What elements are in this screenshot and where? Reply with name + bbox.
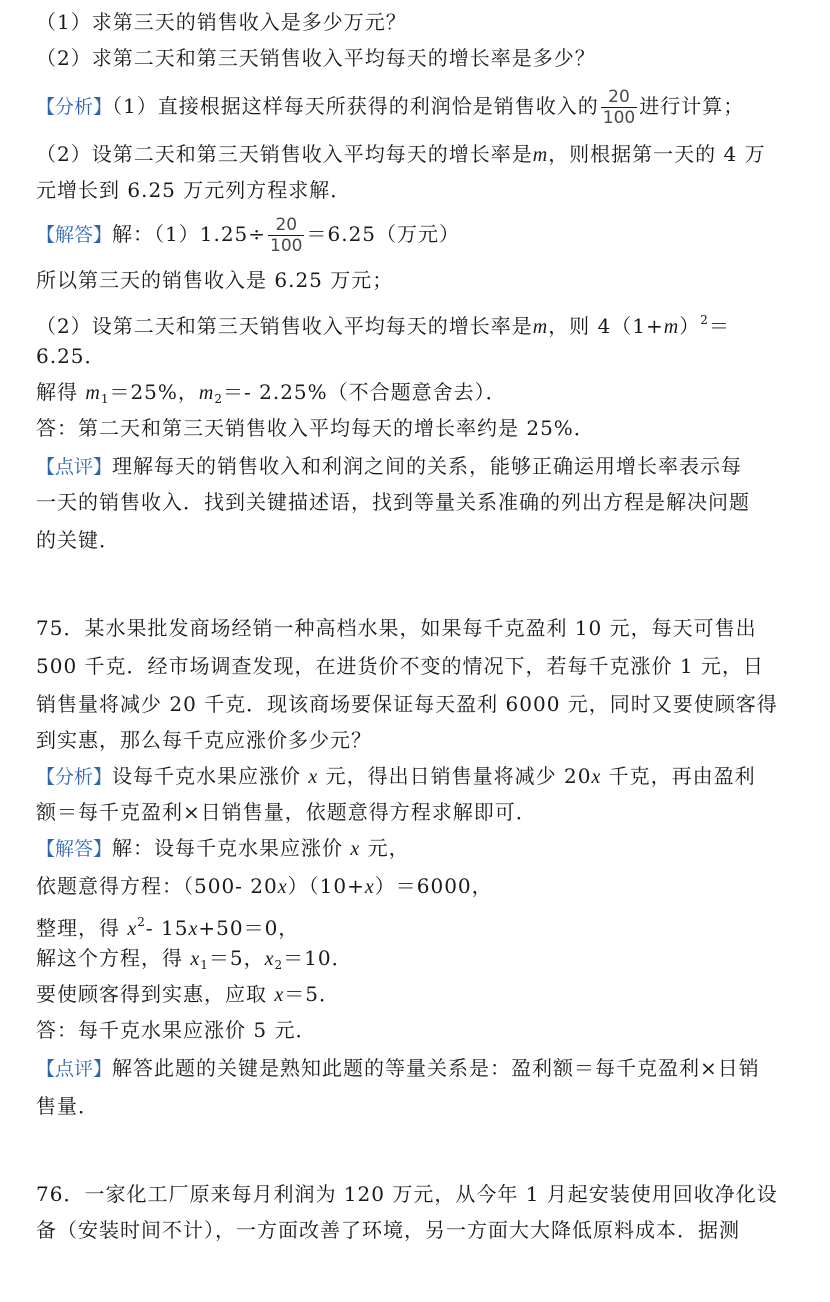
q75-answer-line4 (36, 944, 800, 979)
fraction-denominator: 100 (602, 108, 636, 128)
q75-answer-line1 (36, 834, 800, 863)
variable-x1: x (190, 948, 201, 970)
comment-tag: 【点评】 (36, 1058, 113, 1080)
variable-x2: x (264, 948, 275, 970)
q76-question-line1 (36, 1180, 800, 1208)
variable-m: m (663, 316, 680, 338)
q75-text4: 到实惠，那么每千克应涨价多少元？ (36, 728, 372, 752)
fraction-20-over-100 (601, 87, 637, 128)
variable-x: x (274, 984, 285, 1006)
q74-comment-text1: 理解每天的销售收入和利润之间的关系，能够正确运用增长率表示每 (112, 454, 743, 478)
q75-answer-text1a: 解：设每千克水果应涨价 (112, 836, 351, 860)
comment-tag: 【点评】 (36, 456, 113, 478)
q75-answer-text2a: 依题意得方程：（500- 20 (36, 874, 278, 898)
q75-analysis-line1 (36, 762, 800, 791)
subscript-1: 1 (200, 958, 209, 972)
q74-answer-text5a: 解得 (36, 380, 86, 404)
q74-analysis-line2 (36, 140, 800, 169)
q75-answer-text2c: ）＝6000， (374, 874, 493, 898)
q74-part2 (36, 44, 800, 72)
q75-answer-text2b: ）（10+ (287, 874, 365, 898)
q75-answer-line3 (36, 908, 800, 943)
variable-x: x (127, 918, 138, 940)
q75-answer-text4b: ＝5， (208, 946, 265, 970)
q74-answer-line5 (36, 378, 800, 413)
q76-text1: 76．一家化工厂原来每月利润为 120 万元，从今年 1 月起安装使用回收净化设 (36, 1182, 778, 1206)
q75-text2: 500 千克．经市场调查发现，在进货价不变的情况下，若每千克涨价 1 元，日 (36, 654, 764, 678)
q75-analysis-text1c: 千克，再由盈利 (601, 764, 756, 788)
subscript-2: 2 (274, 958, 284, 972)
q74-part2-text: （2）求第二天和第三天销售收入平均每天的增长率是多少？ (36, 46, 596, 70)
q74-analysis-text2b: ，则根据第一天的 4 万 (548, 142, 766, 166)
q75-answer-text3c: +50＝0， (198, 916, 300, 940)
q76-text2: 备（安装时间不计），一方面改善了环境，另一方面大大降低原料成本．据测 (36, 1218, 740, 1242)
q75-question-line2 (36, 652, 800, 680)
q75-answer-text3a: 整理，得 (36, 916, 128, 940)
q74-analysis-text-end: 进行计算； (639, 94, 745, 118)
variable-m1: m (85, 382, 101, 404)
q75-answer-text1b: 元， (360, 836, 410, 860)
q74-analysis-text2a: （2）设第二天和第三天销售收入平均每天的增长率是 (36, 142, 533, 166)
q74-answer-text3b: ，则 4（1+ (548, 314, 664, 338)
fraction-numerator: 20 (601, 87, 637, 108)
variable-x: x (591, 766, 602, 788)
q75-analysis-line2 (36, 798, 800, 826)
q75-answer-text6: 答：每千克水果应涨价 5 元． (36, 1018, 317, 1042)
analysis-tag: 【分析】 (36, 766, 113, 788)
q75-answer-text5b: ＝5． (284, 982, 340, 1006)
q74-part1-text: （1）求第三天的销售收入是多少万元？ (36, 10, 407, 34)
q74-answer-line3 (36, 306, 800, 341)
fraction-20-over-100 (268, 215, 304, 256)
q74-answer-text5b: ＝25%， (109, 380, 199, 404)
q75-question-line1 (36, 614, 800, 642)
subscript-2: 2 (214, 392, 223, 406)
q74-answer-text3a: （2）设第二天和第三天销售收入平均每天的增长率是 (36, 314, 533, 338)
q74-answer-line4 (36, 342, 800, 370)
q75-answer-text4c: ＝10． (283, 946, 353, 970)
q74-analysis-text3: 元增长到 6.25 万元列方程求解． (36, 178, 352, 202)
q74-answer-line2 (36, 266, 800, 294)
q74-answer-text3c: ） (679, 314, 701, 338)
q74-answer-text5c: ＝- 2.25%（不合题意舍去）． (223, 380, 507, 404)
q75-answer-text3b: - 15 (145, 916, 189, 940)
exponent-2: 2 (137, 915, 146, 929)
q75-question-line4 (36, 726, 800, 754)
q75-answer-line6 (36, 1016, 800, 1044)
q75-answer-text4a: 解这个方程，得 (36, 946, 191, 970)
fraction-numerator: 20 (268, 215, 304, 236)
variable-x: x (350, 838, 361, 860)
subscript-1: 1 (100, 392, 110, 406)
q74-comment-line2 (36, 488, 800, 516)
q75-comment-text1: 解答此题的关键是熟知此题的等量关系是：盈利额＝每千克盈利×日销 (112, 1056, 760, 1080)
exponent-2: 2 (700, 313, 709, 327)
q75-text3: 销售量将减少 20 千克．现该商场要保证每天盈利 6000 元，同时又要使顾客得 (36, 692, 778, 716)
variable-m: m (532, 144, 549, 166)
q74-answer-line6 (36, 414, 800, 442)
q75-question-line3 (36, 690, 800, 718)
q74-answer-text1a: 解：（1）1.25÷ (112, 222, 267, 246)
answer-tag: 【解答】 (36, 224, 113, 246)
answer-tag: 【解答】 (36, 838, 113, 860)
q75-analysis-text2: 额＝每千克盈利×日销售量，依题意得方程求解即可． (36, 800, 537, 824)
q75-analysis-text1a: 设每千克水果应涨价 (112, 764, 309, 788)
variable-m: m (532, 316, 549, 338)
fraction-denominator: 100 (270, 236, 303, 256)
q74-analysis-line1 (36, 86, 800, 128)
q74-comment-line3 (36, 526, 800, 554)
q74-answer-text3d: ＝ (708, 314, 730, 338)
q74-part1 (36, 8, 800, 36)
variable-m2: m (198, 382, 215, 404)
q74-comment-text2: 一天的销售收入．找到关键描述语，找到等量关系准确的列出方程是解决问题 (36, 490, 750, 514)
q74-analysis-line3 (36, 176, 800, 204)
q74-answer-text2: 所以第三天的销售收入是 6.25 万元； (36, 268, 394, 292)
q74-comment-line1 (36, 452, 800, 481)
q74-answer-text4: 6.25． (36, 344, 106, 368)
variable-x: x (277, 876, 288, 898)
variable-x: x (308, 766, 319, 788)
q75-analysis-text1b: 元，得出日销售量将减少 20 (318, 764, 592, 788)
variable-x: x (188, 918, 199, 940)
q75-comment-line2 (36, 1092, 800, 1120)
q75-comment-text2: 售量． (36, 1094, 99, 1118)
analysis-tag: 【分析】 (36, 96, 113, 118)
q75-answer-text5a: 要使顾客得到实惠，应取 (36, 982, 275, 1006)
q74-answer-line1 (36, 212, 800, 257)
q75-answer-line5 (36, 980, 800, 1009)
q74-analysis-text: （1）直接根据这样每天所获得的利润恰是销售收入的 (112, 94, 599, 118)
q74-answer-text6: 答：第二天和第三天销售收入平均每天的增长率约是 25%． (36, 416, 595, 440)
q74-comment-text3: 的关键． (36, 528, 120, 552)
variable-x: x (364, 876, 375, 898)
q75-text1: 75．某水果批发商场经销一种高档水果，如果每千克盈利 10 元，每天可售出 (36, 616, 757, 640)
q74-answer-text1b: ＝6.25（万元） (306, 222, 461, 246)
q75-answer-line2 (36, 872, 800, 901)
q76-question-line2 (36, 1216, 800, 1244)
q75-comment-line1 (36, 1054, 800, 1083)
